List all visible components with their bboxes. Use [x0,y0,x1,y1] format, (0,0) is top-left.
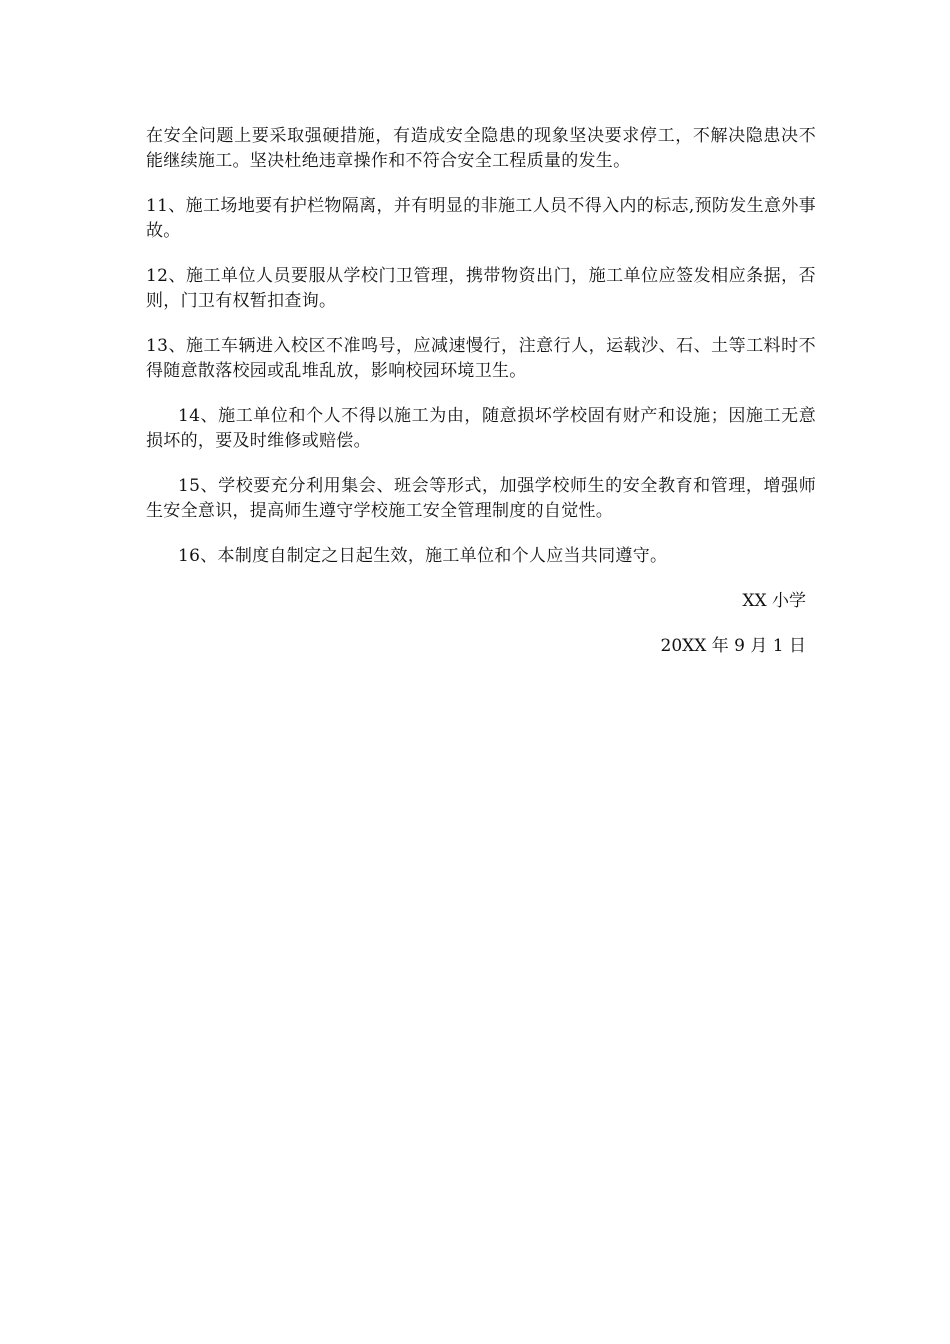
paragraph-item-13: 13、施工车辆进入校区不准鸣号，应减速慢行，注意行人，运载沙、石、土等工料时不得随意散落校园或乱堆乱放，影响校园环境卫生。 [146,336,816,381]
signature-date: 20XX 年 9 月 1 日 [660,636,806,656]
paragraph-item-16: 16、本制度自制定之日起生效，施工单位和个人应当共同遵守。 [178,546,668,566]
paragraph-safety-measures: 在安全问题上要采取强硬措施，有造成安全隐患的现象坚决要求停工，不解决隐患决不能继续施工。坚决杜绝违章操作和不符合安全工程质量的发生。 [146,126,816,171]
paragraph-item-11: 11、施工场地要有护栏物隔离，并有明显的非施工人员不得入内的标志,预防发生意外事故。 [146,196,816,241]
paragraph-item-15: 15、学校要充分利用集会、班会等形式，加强学校师生的安全教育和管理，增强师生安全意识，提高师生遵守学校施工安全管理制度的自觉性。 [146,476,816,521]
paragraph-item-14: 14、施工单位和个人不得以施工为由，随意损坏学校固有财产和设施；因施工无意损坏的，要及时维修或赔偿。 [146,406,816,451]
document-body [146,124,816,679]
signature-organization: XX 小学 [742,591,806,611]
paragraph-item-12: 12、施工单位人员要服从学校门卫管理，携带物资出门，施工单位应签发相应条据，否则，门卫有权暂扣查询。 [146,266,816,311]
